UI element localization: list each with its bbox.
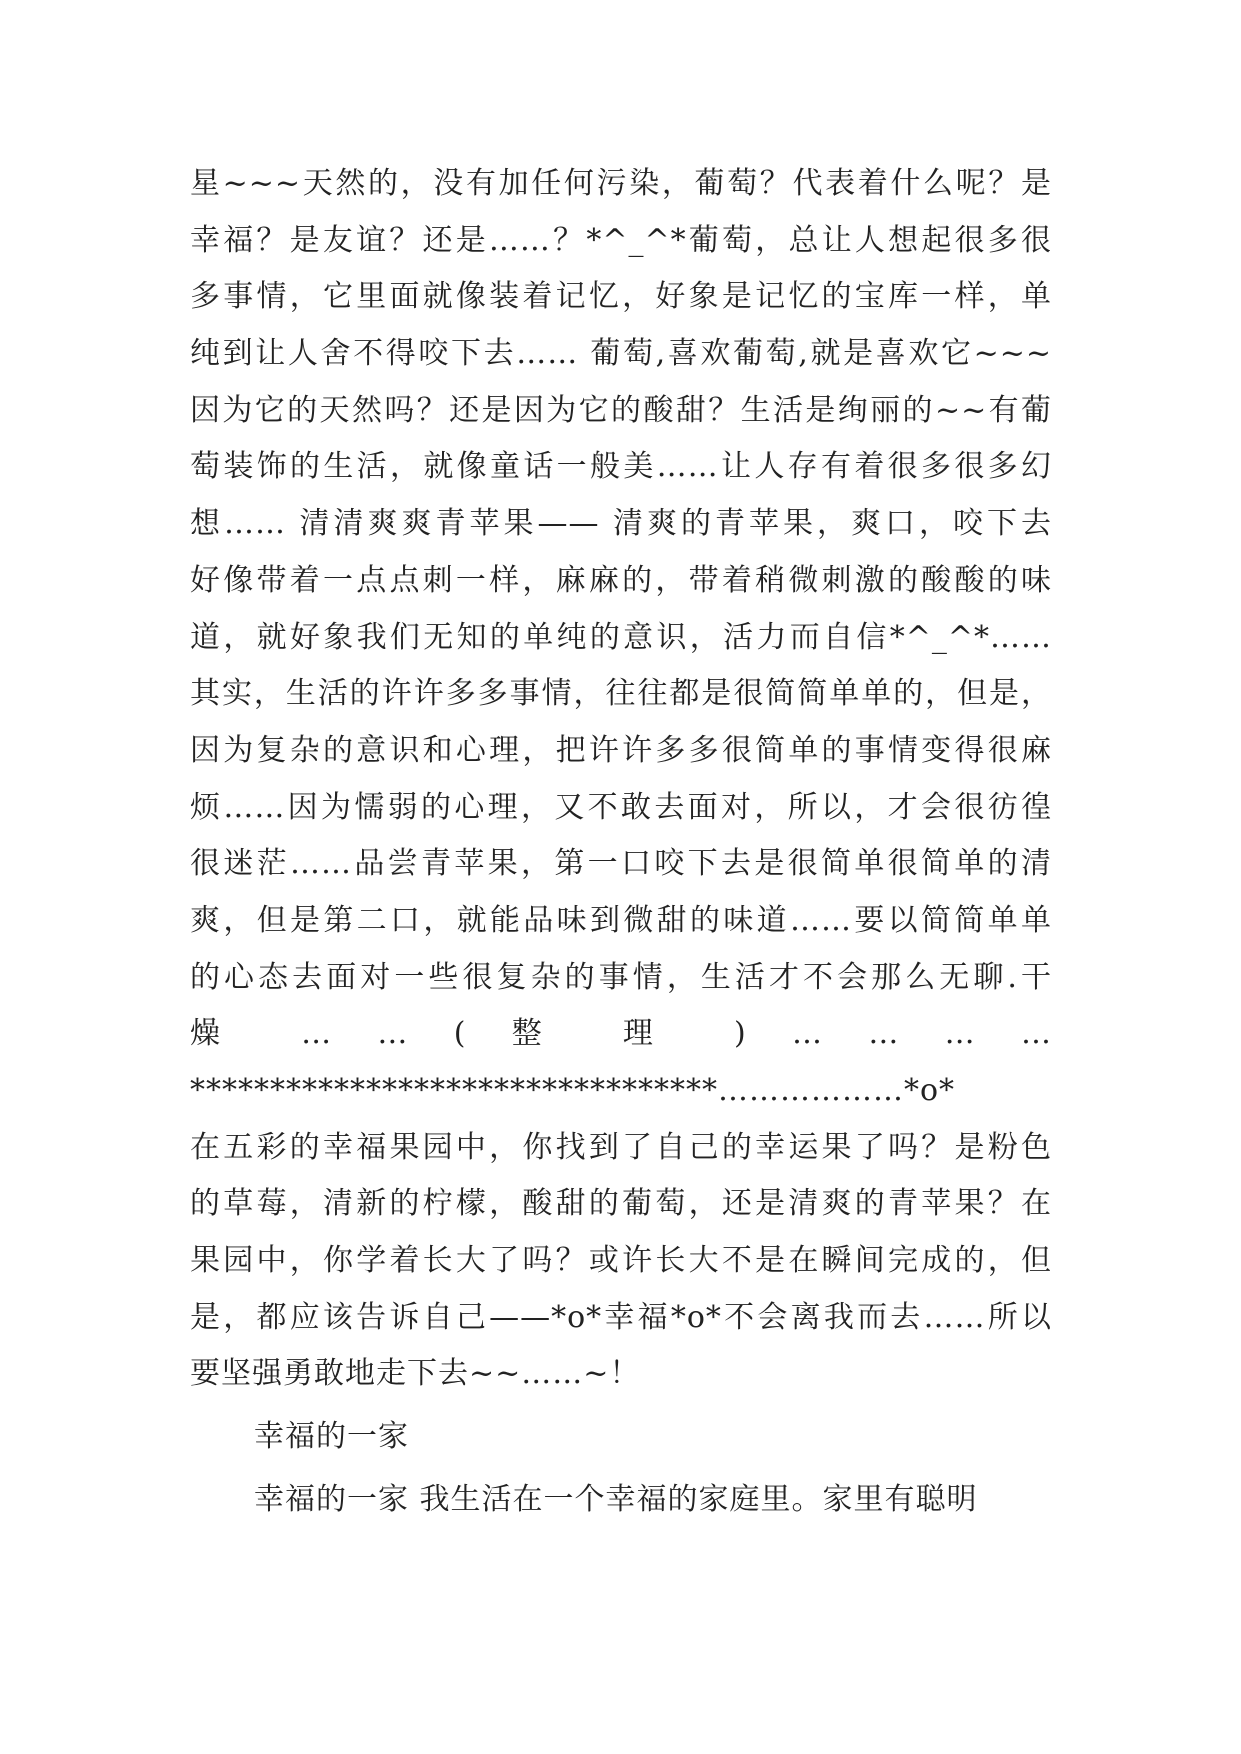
text-line: 萄装饰的生活，就像童话一般美……让人存有着很多很多幻 — [190, 449, 1052, 485]
text-line: 的心态去面对一些很复杂的事情，生活才不会那么无聊.干 — [190, 959, 1052, 995]
text-line: 其实，生活的许许多多事情，往往都是很简简单单的，但是， — [190, 676, 1052, 712]
text-line: 很迷茫……品尝青苹果，第一口咬下去是很简单很简单的清 — [190, 846, 1052, 882]
text-line: 因为它的天然吗？还是因为它的酸甜？生活是绚丽的~~有葡 — [190, 392, 1052, 428]
section-heading: 幸福的一家 — [254, 1419, 409, 1455]
text-line: 幸福？是友谊？还是……？*^_^*葡萄，总让人想起很多很 — [190, 222, 1052, 258]
text-line: 在五彩的幸福果园中，你找到了自己的幸运果了吗？是粉色 — [190, 1129, 1052, 1165]
text-line: 想…… 清清爽爽青苹果—— 清爽的青苹果，爽口，咬下去 — [190, 506, 1052, 542]
paragraph-start: 幸福的一家 我生活在一个幸福的家庭里。家里有聪明 — [254, 1481, 978, 1517]
text-line: 果园中，你学着长大了吗？或许长大不是在瞬间完成的，但 — [190, 1243, 1052, 1279]
text-line: 因为复杂的意识和心理，把许许多多很简单的事情变得很麻 — [190, 732, 1052, 768]
text-line: *********************************………………*o* — [190, 1073, 956, 1108]
text-line: 爽，但是第二口，就能品味到微甜的味道……要以简简单单 — [190, 902, 1052, 938]
body-text — [190, 156, 1052, 1529]
text-line: 的草莓，清新的柠檬，酸甜的葡萄，还是清爽的青苹果？在 — [190, 1186, 1052, 1222]
text-line: 要坚强勇敢地走下去~~……~！ — [190, 1356, 641, 1392]
text-line: 道，就好象我们无知的单纯的意识，活力而自信*^_^*…… — [190, 619, 1052, 655]
text-line: 星~~~天然的，没有加任何污染，葡萄？代表着什么呢？是 — [190, 166, 1052, 201]
text-line: 燥 … … ( 整 理 ) … … … … — [190, 1016, 1052, 1052]
text-line: 是，都应该告诉自己——*o*幸福*o*不会离我而去……所以 — [190, 1299, 1052, 1335]
text-line: 好像带着一点点刺一样，麻麻的，带着稍微刺激的酸酸的味 — [190, 562, 1052, 598]
text-line: 烦……因为懦弱的心理，又不敢去面对，所以，才会很彷徨 — [190, 789, 1052, 825]
text-line: 纯到让人舍不得咬下去…… 葡萄,喜欢葡萄,就是喜欢它~~~ — [190, 336, 1052, 372]
text-line: 多事情，它里面就像装着记忆，好象是记忆的宝库一样，单 — [190, 279, 1052, 315]
